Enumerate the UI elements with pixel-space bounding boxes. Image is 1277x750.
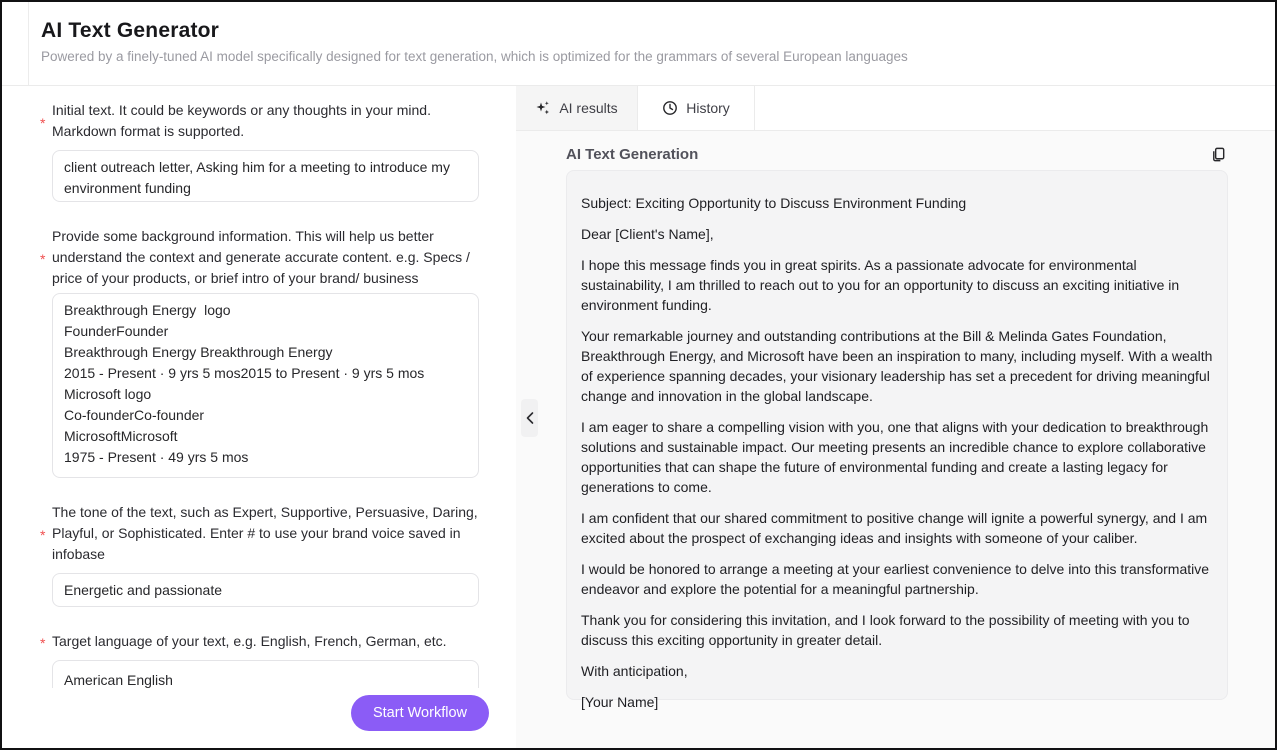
required-asterisk: * (40, 635, 46, 651)
field-label-row (40, 502, 479, 565)
letter-paragraph: I hope this message finds you in great spirits. As a passionate advocate for environmental sustainability, I am thrilled to reach out to you for an opportunity to discuss an exciting initiative in environment funding. (581, 257, 1180, 313)
main-content (2, 86, 1275, 748)
collapse-panel-button[interactable] (521, 399, 538, 437)
copy-icon[interactable] (1208, 144, 1228, 164)
clock-icon (662, 100, 678, 116)
result-header (566, 144, 1228, 164)
page-header (2, 2, 1275, 86)
workflow-form-panel (2, 86, 516, 748)
letter-paragraph: With anticipation, (581, 663, 688, 679)
initial-text-input[interactable] (52, 150, 479, 202)
background-info-textarea[interactable] (52, 293, 479, 478)
letter-paragraph: [Your Name] (581, 694, 659, 710)
page-title: AI Text Generator (41, 19, 220, 42)
field-label-row (40, 100, 479, 142)
field-tone (40, 502, 479, 607)
sparkles-icon (535, 100, 551, 116)
page-subtitle: Powered by a finely-tuned AI model specifically designed for text generation, which is optimized for the grammars of several European languages (41, 49, 908, 64)
tone-label: The tone of the text, such as Expert, Supportive, Persuasive, Daring, Playful, or Sophisticated. Enter # to use your brand voice saved in infobase (52, 504, 478, 562)
letter-paragraph: Subject: Exciting Opportunity to Discuss Environment Funding (581, 195, 967, 211)
letter-paragraph: Thank you for considering this invitation, and I look forward to the possibility of meeting with you to discuss this exciting opportunity in greater detail. (581, 612, 1190, 648)
results-tabbar (516, 86, 1275, 131)
header-divider (28, 2, 29, 85)
required-asterisk: * (40, 114, 46, 131)
tab-history-label: History (686, 100, 730, 116)
letter-paragraph: I am confident that our shared commitment to positive change will ignite a powerful synergy, and I am excited about the prospect of exchanging ideas and insights with someone of your caliber. (581, 510, 1208, 546)
letter-paragraph: Your remarkable journey and outstanding contributions at the Bill & Melinda Gates Foundation, Breakthrough Energy, and Microsoft have been an inspiration to many, including myself. With a wealth of experience spanning decades, your visionary leadership has set a precedent for driving meaningful change and innovation in the global landscape. (581, 328, 1213, 404)
tone-input[interactable] (52, 573, 479, 607)
field-background-info (40, 226, 479, 478)
tab-ai-results-label: AI results (559, 100, 618, 116)
initial-text-label: Initial text. It could be keywords or any thoughts in your mind. Markdown format is supported. (52, 102, 431, 139)
tab-history[interactable] (637, 86, 755, 130)
results-panel (516, 86, 1275, 748)
letter-paragraph: I am eager to share a compelling vision with you, one that aligns with your dedication to breakthrough solutions and sustainable impact. Our meeting presents an incredible chance to explore collaborative opportunities that can shape the future of environmental funding and create a lasting legacy for generations to come. (581, 419, 1209, 495)
letter-paragraph: Dear [Client's Name], (581, 226, 714, 242)
start-workflow-button[interactable]: Start Workflow (351, 695, 489, 731)
letter-paragraph: I would be honored to arrange a meeting at your earliest convenience to delve into this transformative endeavor and explore the potential for a meaningful partnership. (581, 561, 1210, 597)
form-footer (2, 688, 516, 748)
tab-ai-results[interactable] (516, 86, 637, 130)
field-label-row (40, 226, 479, 289)
field-initial-text (40, 100, 479, 202)
background-info-label: Provide some background information. This will help us better understand the context and generate accurate content. e.g. Specs / price of your products, or brief intro of your brand/ business (52, 228, 470, 286)
required-asterisk: * (40, 251, 46, 267)
generated-letter (566, 170, 1228, 710)
required-asterisk: * (40, 527, 46, 543)
target-language-label: Target language of your text, e.g. English, French, German, etc. (52, 633, 447, 649)
form-scroll-area[interactable] (2, 86, 516, 688)
result-title: AI Text Generation (566, 145, 699, 163)
chevron-left-icon (526, 412, 534, 424)
field-label-row (40, 631, 479, 652)
